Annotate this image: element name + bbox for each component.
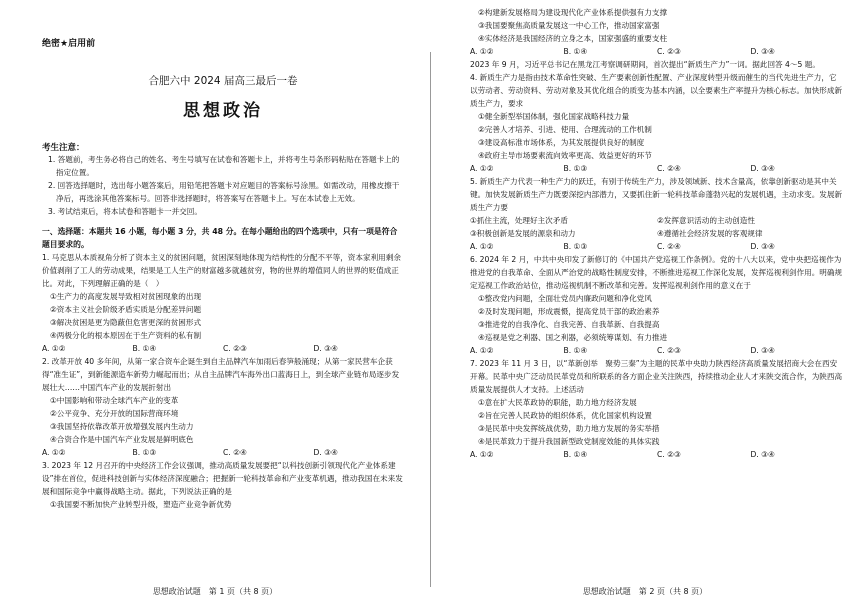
choice-d: D. ③④: [750, 346, 775, 355]
subject-title: 思想政治: [183, 101, 263, 121]
choice-b: B. ①④: [132, 344, 157, 353]
choice-a: A. ①②: [42, 448, 66, 457]
option: ④巡视是党之利器、国之利器，必须统筹谋划、有力推进: [478, 333, 668, 342]
notice-item: 1. 答题前，考生务必将自己的姓名、考生号填写在试卷和答题卡上，并将考生号条形码粘贴在答题卡上的指定位置。: [48, 155, 400, 177]
option: ①抓住主流，处理好主次矛盾: [470, 216, 568, 225]
option: ③积极创新是发展的源泉和动力: [470, 229, 576, 238]
options-row: [470, 214, 844, 227]
notice-item: 2. 回答选择题时，选出每小题答案后，用铅笔把答题卡对应题目的答案标号涂黑。如需改动，用橡皮擦干净后，再选涂其他答案标号。回答非选择题时，将答案写在答题卡上。写在本试卷上无效。: [48, 181, 400, 203]
option: ④两极分化的根本原因在于生产资料的私有制: [50, 331, 202, 340]
option: ①意在扩大民革政协的职能，助力地方经济发展: [478, 398, 637, 407]
option: ②完善人才培养、引进、使用、合理流动的工作机制: [478, 125, 652, 134]
choice-b: B. ①④: [563, 47, 588, 56]
option: ③推进党的自我净化、自我完善、自我革新、自我提高: [478, 320, 660, 329]
choice-d: D. ③④: [313, 344, 338, 353]
options-row: [470, 227, 844, 240]
option: ②发挥意识活动的主动创造性: [657, 216, 755, 225]
choice-c: C. ②③: [223, 344, 247, 353]
option: ①生产力的高度发展导致相对贫困现象的出现: [50, 292, 202, 301]
answer-choices: [470, 448, 844, 461]
question-6-stem: 6. 2024 年 2 月，中共中央印发了新修订的《中国共产党巡视工作条例》。党的十八大以来，党中央把巡视作为推进党的自我革命、全面从严治党的战略性制度安排，不断推进巡视工作深化发展，发挥巡视利剑作用。明确规定巡视工作政治站位，推动巡视机制不断改革和完善。发挥巡视利剑作用的意义在于: [470, 255, 843, 290]
option: ③解决贫困是更为隐蔽但危害更深的贫困形式: [50, 318, 202, 327]
choice-c: C. ②④: [223, 448, 247, 457]
footer-page-1: 思想政治试题 第 1 页（共 8 页）: [152, 587, 278, 596]
option: ④合资合作是中国汽车产业发展是鲜明底色: [50, 435, 194, 444]
answer-choices: [42, 342, 404, 355]
choice-d: D. ③④: [750, 47, 775, 56]
option: ②资本主义社会阶级矛盾实质是分配差异问题: [50, 305, 202, 314]
choice-b: B. ①③: [563, 242, 588, 251]
choice-d: D. ③④: [750, 242, 775, 251]
footer-page-2: 思想政治试题 第 2 页（共 8 页）: [582, 587, 708, 596]
question-5-stem: 5. 新质生产力代表一种生产力的跃迁，有别于传统生产力，涉及领域新、技术含量高，依靠创新驱动是其中关键。加快发展新质生产力既要深挖内部潜力，又要抓住新一轮科技革命蓬勃兴起的发展机遇，主动求变。发展新质生产力要: [470, 177, 843, 212]
question-2-stem: 2. 改革开放 40 多年间，从第一家合资车企诞生到自主品牌汽车加雨后春笋般涌现；从第一家民营车企获得“准生证”，到新能源造车新势力崛起而出；从自主品牌汽车海外出口蓝海日上，到全球产业链布局逐步发展壮大……中国汽车产业的发展折射出: [42, 357, 400, 392]
exam-title: 合肥六中 2024 届高三最后一卷: [148, 75, 298, 87]
option: ③我国要聚焦高质量发展这一中心工作，推动国家富强: [478, 21, 660, 30]
choice-c: C. ②④: [657, 242, 681, 251]
choice-c: C. ②③: [657, 346, 681, 355]
choice-a: A. ①②: [470, 242, 494, 251]
answer-choices: [470, 45, 844, 58]
question-1-stem: 1. 马克思从本质视角分析了资本主义的贫困问题，贫困深刻地体现为结构性的分配不平等，资本家利用剩余价值剥削了工人的劳动成果，结果是工人生产的财富越多就越贫穷，物的世界的增值同人的世界的贬值成正比。对此，下列理解正确的是（ ）: [42, 253, 401, 288]
option: ①整改党内问题，全面壮党员内廉政问题和净化党风: [478, 294, 652, 303]
choice-b: B. ①③: [563, 164, 588, 173]
choice-a: A. ①②: [42, 344, 66, 353]
option: ②公平竞争、充分开放的国际营商环境: [50, 409, 179, 418]
option: ④是民革致力于提升我国新型政党制度效能的具体实践: [478, 437, 660, 446]
option: ④政府主导市场要素流向效率更高、效益更好的环节: [478, 151, 652, 160]
option: ④遵循社会经济发展的客观规律: [657, 229, 763, 238]
question-4-stem: 4. 新质生产力是指由技术革命性突破、生产要素创新性配置、产业深度转型升级而催生的当代先进生产力，它以劳动者、劳动资料、劳动对象及其优化组合的质变为基本内涵，以全要素生产率提升为核心标志。加快形成新质生产力，要求: [470, 73, 843, 108]
material-intro: 2023 年 9 月，习近平总书记在黑龙江考察调研期间，首次提出“新质生产力”一词。据此回答 4～5 题。: [470, 60, 820, 69]
answer-choices: [470, 344, 844, 357]
choice-b: B. ①④: [563, 450, 588, 459]
option: ①我国要不断加快产业转型升级，塑造产业竞争新优势: [50, 500, 232, 509]
page-right: [430, 0, 860, 609]
choice-b: B. ①③: [132, 448, 157, 457]
option: ②构建新发展格局为建设现代化产业体系提供强有力支撑: [478, 8, 668, 17]
choice-b: B. ①④: [563, 346, 588, 355]
answer-choices: [470, 240, 844, 253]
choice-d: D. ③④: [750, 450, 775, 459]
choice-d: D. ③④: [313, 448, 338, 457]
option: ③我国坚持依靠改革开放增强发展内生动力: [50, 422, 194, 431]
secret-label: 绝密★启用前: [42, 39, 96, 49]
choice-c: C. ②③: [657, 47, 681, 56]
choice-a: A. ①②: [470, 346, 494, 355]
option: ①健全新型举国体制，强化国家战略科技力量: [478, 112, 630, 121]
answer-choices: [470, 162, 844, 175]
option: ③建设高标准市场体系，为其发展提供良好的制度: [478, 138, 645, 147]
choice-c: C. ②④: [657, 164, 681, 173]
choice-a: A. ①②: [470, 164, 494, 173]
notice-title: 考生注意：: [42, 143, 85, 153]
section-heading: 一、选择题：本题共 16 小题，每小题 3 分，共 48 分。在每小题给出的四个选项中，只有一项是符合题目要求的。: [42, 227, 398, 249]
question-3-stem: 3. 2023 年 12 月召开的中央经济工作会议强调，推动高质量发展要把“以科技创新引领现代化产业体系建设”排在首位，促进科技创新与实体经济深度融合；把握新一轮科技革命和产业变革机遇，推动我国在未来发展和国际竞争中赢得战略主动。据此，下列说法正确的是: [42, 461, 403, 496]
notice-item: 3. 考试结束后，将本试卷和答题卡一并交回。: [48, 207, 202, 216]
option: ①中国影响和带动全球汽车产业的变革: [50, 396, 179, 405]
answer-choices: [42, 446, 404, 459]
choice-a: A. ①②: [470, 47, 494, 56]
choice-c: C. ②③: [657, 450, 681, 459]
option: ②及时发现问题，形成震慑，提高党员干部的政治素养: [478, 307, 660, 316]
option: ④实体经济是我国经济的立身之本，国家强盛的重要支柱: [478, 34, 668, 43]
choice-d: D. ③④: [750, 164, 775, 173]
question-7-stem: 7. 2023 年 11 月 3 日，以“革新创举 聚势三秦”为主题的民革中央助力陕西经济高质量发展招商大会在西安开幕。民革中央广泛动员民革党员和所联系的各方面企业关注陕西，持续推动企业人才来陕交流合作，为陕西高质量发展提供人才支持。上述活动: [470, 359, 843, 394]
option: ②旨在完善人民政协的组织体系，优化国家机构设置: [478, 411, 652, 420]
option: ③是民革中央发挥统战优势，助力地方发展的务实举措: [478, 424, 660, 433]
choice-a: A. ①②: [470, 450, 494, 459]
